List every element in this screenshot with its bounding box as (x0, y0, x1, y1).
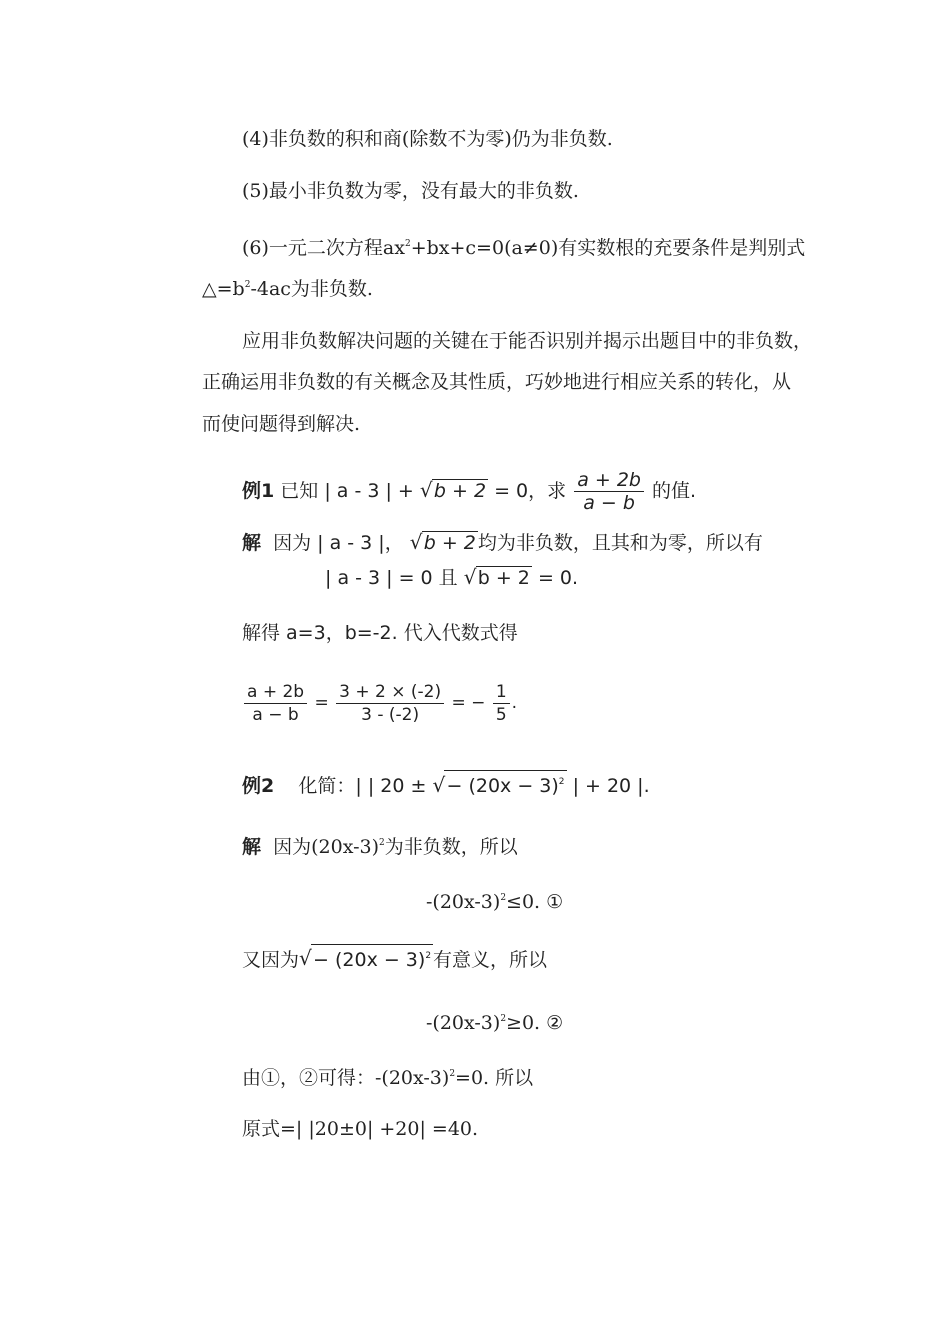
property-6-text-d: -4ac为非负数. (250, 278, 373, 300)
period: . (511, 693, 518, 713)
superscript: 2 (558, 777, 565, 787)
equals-minus: = − (451, 693, 486, 713)
inequality-2-a: -(20x-3) (426, 1012, 501, 1034)
example-2-label: 例2 (242, 775, 275, 797)
key-paragraph-line-2: 正确运用非负数的有关概念及其性质，巧妙地进行相应关系的转化，从 (202, 371, 792, 393)
property-6-line-2 (202, 273, 373, 301)
fraction (336, 681, 444, 726)
inequality-1-a: -(20x-3) (426, 891, 501, 913)
numerator: a + 2b (574, 469, 644, 492)
solution-1-line-2 (325, 566, 578, 590)
example-2-text-a: 化简：| | 20 ± (298, 775, 427, 797)
numerator: 1 (493, 681, 510, 704)
equals-sign: = (314, 693, 329, 713)
inequality-2 (426, 1007, 563, 1035)
inequality-1 (426, 886, 563, 914)
property-4: (4)非负数的积和商(除数不为零)仍为非负数. (242, 128, 613, 150)
solution-1-line-1 (242, 531, 763, 555)
combine-line (242, 1062, 533, 1090)
solution-1-computation (242, 677, 517, 729)
fraction (244, 681, 307, 726)
solution-1-text-a: 因为 | a - 3 |， (273, 532, 404, 554)
condition-text-a: 又因为 (242, 949, 300, 971)
radicand (444, 770, 566, 797)
property-5: (5)最小非负数为零，没有最大的非负数. (242, 180, 579, 202)
superscript: 2 (500, 893, 507, 903)
denominator: 5 (495, 704, 507, 725)
radicand (311, 944, 433, 971)
example-2-text-b: | + 20 |. (572, 775, 650, 797)
solution-2-line-1 (242, 831, 518, 859)
radicand: b + 2 (433, 480, 487, 502)
superscript: 2 (500, 1014, 507, 1024)
fraction (493, 681, 510, 726)
key-paragraph-line-1: 应用非负数解决问题的关键在于能否识别并揭示出题目中的非负数， (242, 330, 813, 352)
example-1-label: 例1 (242, 480, 275, 502)
numerator: a + 2b (244, 681, 307, 704)
key-paragraph-line-3: 而使问题得到解决. (202, 413, 361, 435)
solution-2-label: 解 (242, 836, 262, 858)
superscript: 2 (404, 239, 411, 249)
solution-1-label: 解 (242, 532, 262, 554)
denominator: a − b (252, 704, 299, 725)
inequality-1-b: ≤0. ① (506, 891, 564, 913)
final-result: 原式=| |20±0| +20| =40. (242, 1118, 479, 1140)
sqrt-expression (299, 944, 433, 975)
sqrt-expression (432, 770, 566, 802)
solution-1-text-b: 均为非负数，且其和为零，所以有 (477, 532, 763, 554)
property-6-line-1 (242, 232, 805, 260)
property-6-text-a: (6)一元二次方程ax (242, 237, 405, 259)
example-2 (242, 770, 650, 802)
denominator: 3 - (-2) (361, 704, 420, 725)
example-1-text-c: 的值. (652, 480, 697, 502)
property-6-text-b: +bx+c=0(a≠0)有实数根的充要条件是判别式 (410, 237, 806, 259)
solution-2-text-b: 为非负数，所以 (384, 836, 518, 858)
superscript: 2 (244, 280, 251, 290)
meaningful-condition (242, 944, 547, 974)
solution-1-line-2-a: | a - 3 | = 0 且 (325, 567, 458, 589)
superscript: 2 (449, 1069, 456, 1079)
radicand-text: − (20x − 3) (313, 949, 426, 971)
sqrt-expression (420, 467, 488, 515)
solution-1-line-2-b: = 0. (537, 567, 579, 589)
superscript: 2 (425, 951, 432, 961)
radicand-text: − (20x − 3) (446, 775, 559, 797)
property-6-text-c: △=b (202, 278, 245, 300)
solution-1-solve: 解得 a=3，b=-2. 代入代数式得 (242, 622, 518, 644)
numerator: 3 + 2 × (-2) (336, 681, 444, 704)
inequality-2-b: ≥0. ② (506, 1012, 564, 1034)
sqrt-expression (410, 531, 478, 555)
example-1 (242, 467, 696, 515)
fraction (574, 469, 644, 514)
sqrt-expression (464, 566, 532, 590)
solution-2-text-a: 因为(20x-3) (273, 836, 380, 858)
condition-text-b: 有意义，所以 (433, 949, 548, 971)
superscript: 2 (379, 838, 385, 848)
radicand: b + 2 (477, 567, 530, 589)
radicand: b + 2 (423, 532, 476, 554)
example-1-text-a: 已知 | a - 3 | + (280, 480, 414, 502)
example-1-text-b: = 0，求 (494, 480, 567, 502)
combine-text-b: =0. 所以 (455, 1067, 534, 1089)
denominator: a − b (583, 492, 635, 514)
combine-text-a: 由①，②可得：-(20x-3) (242, 1067, 450, 1089)
